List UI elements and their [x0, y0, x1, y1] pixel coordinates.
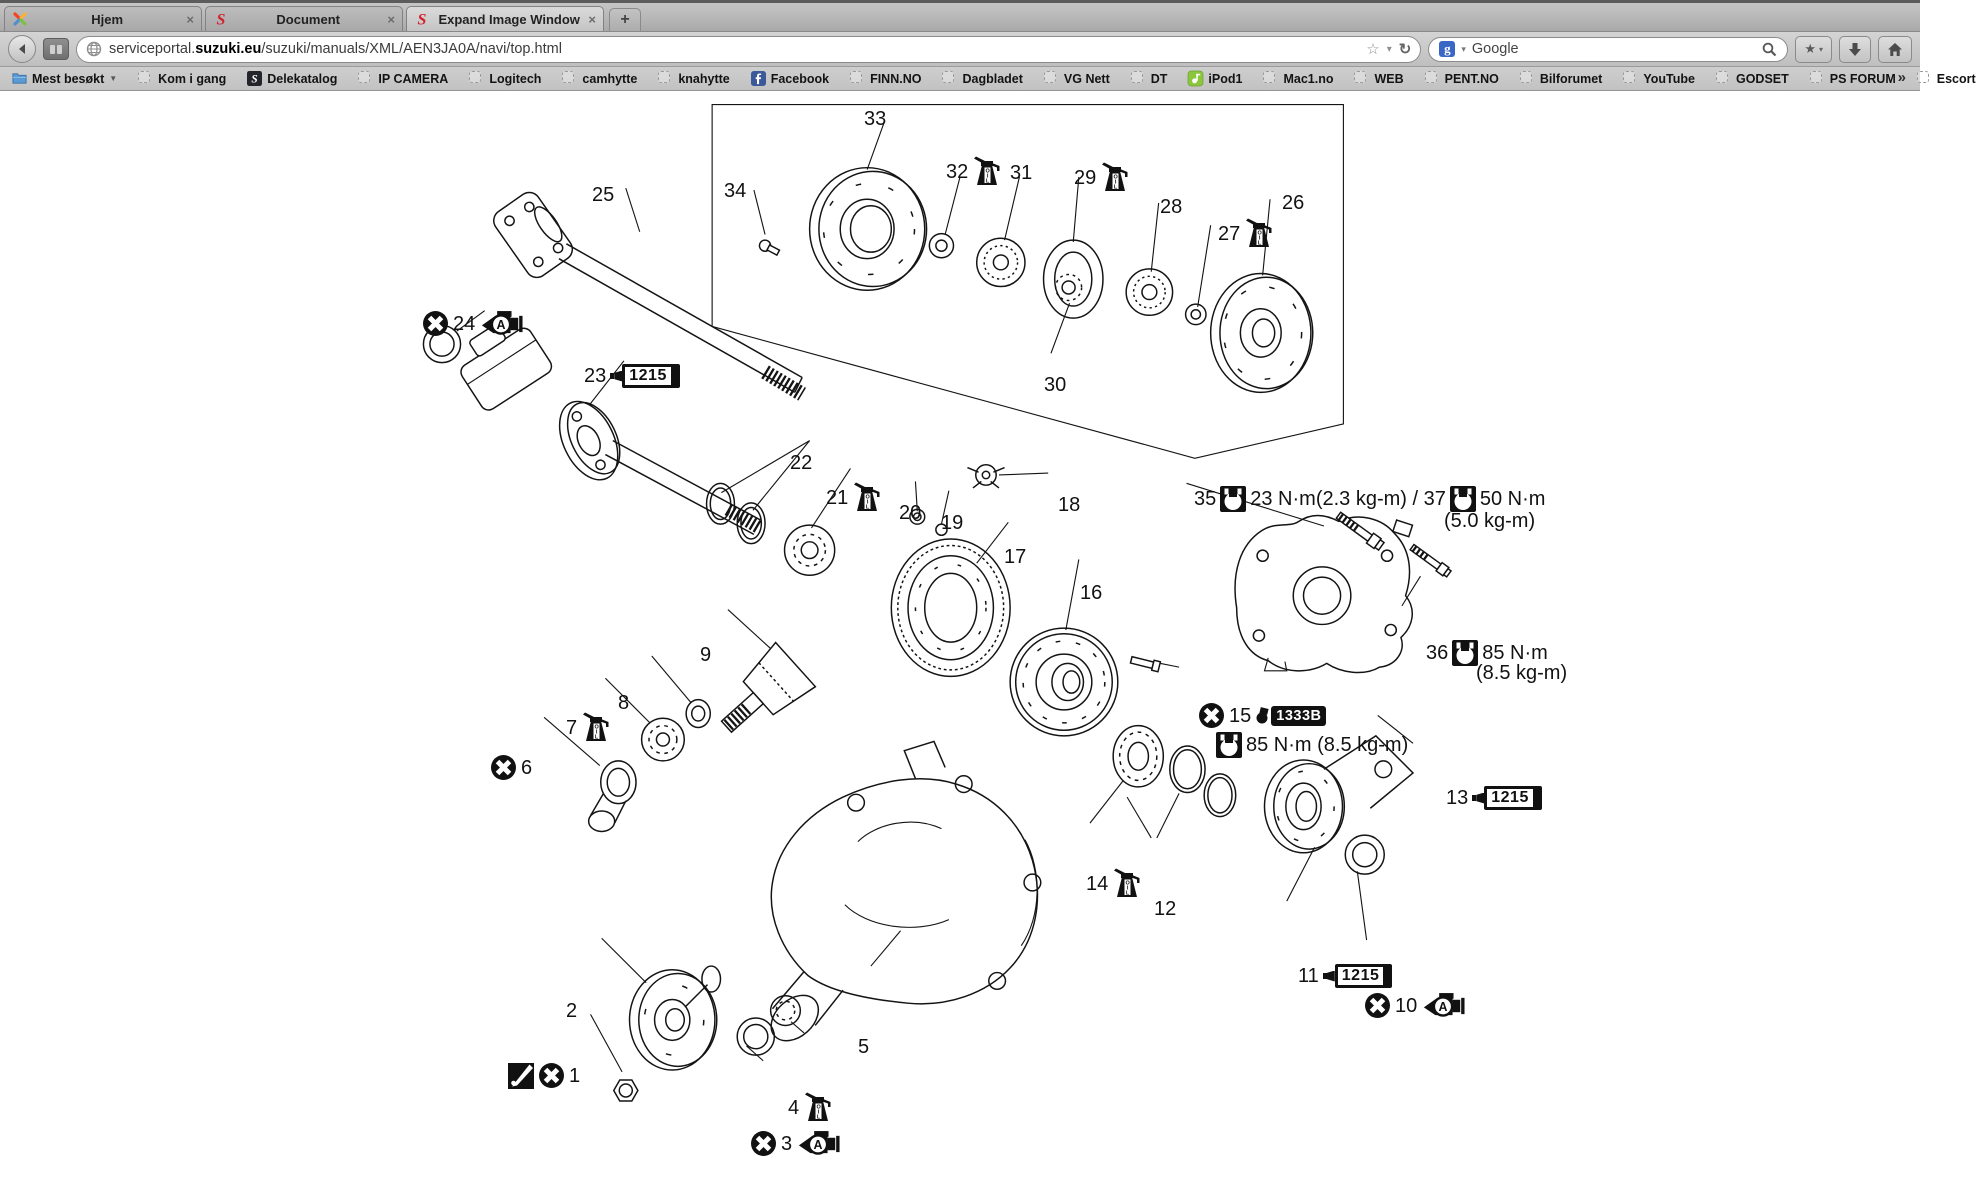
annotation-text: 13: [1446, 787, 1469, 809]
part-annotation: [508, 1062, 580, 1089]
home-button[interactable]: [1878, 36, 1912, 63]
no-reuse-icon: [750, 1130, 777, 1157]
tube1215-icon: 1215: [610, 364, 680, 388]
part-annotation: [788, 1092, 833, 1123]
search-placeholder: Google: [1471, 41, 1519, 57]
bookmark-label: VG Nett: [1063, 71, 1110, 86]
part-annotation: [592, 184, 614, 206]
annotation-text: 26: [1282, 192, 1305, 214]
reload-icon[interactable]: ↻: [1398, 40, 1412, 58]
annotation-text: (5.0 kg-m): [1444, 510, 1536, 532]
annotation-text: 30: [1044, 374, 1067, 396]
annotation-text: 50 N·m: [1479, 488, 1546, 510]
grease-a-icon: [479, 310, 523, 337]
part-annotation: [946, 156, 1002, 187]
oil-icon: [972, 156, 1002, 187]
bookmark-knahytte[interactable]: [658, 71, 729, 86]
annotation-text: 19: [941, 512, 964, 534]
svg-text:A: A: [1438, 1000, 1448, 1015]
tab-bar: [0, 3, 1920, 32]
bookmark-camhytte[interactable]: [562, 71, 637, 86]
default-icon: [1131, 71, 1146, 86]
bookmark-label: PENT.NO: [1444, 71, 1499, 86]
part-annotation: [1058, 494, 1080, 516]
url-field[interactable]: [76, 36, 1421, 63]
part-annotation: [1004, 546, 1026, 568]
part-annotation: [1074, 162, 1130, 193]
svg-text:O: O: [816, 1104, 821, 1111]
bookmark-label: Delekatalog: [267, 71, 338, 86]
tab-label: Document: [276, 11, 340, 27]
bookmark-ipod1[interactable]: [1188, 71, 1242, 86]
svg-text:O: O: [594, 724, 599, 731]
suzuki-dark-icon: [247, 71, 262, 86]
part-annotation: [422, 310, 523, 337]
bookmark-label: knahytte: [678, 71, 730, 86]
tab-hjem[interactable]: [4, 6, 202, 31]
no-reuse-icon: [1198, 702, 1225, 729]
facebook-icon: [751, 71, 766, 86]
wrench-icon: [1220, 486, 1246, 512]
navigation-bar: [0, 32, 1920, 67]
no-reuse-icon: [422, 310, 449, 337]
part-annotation: [566, 712, 611, 743]
tab-label: Expand Image Window: [438, 11, 580, 27]
default-icon: [138, 71, 153, 86]
close-tab-icon[interactable]: ×: [186, 11, 194, 27]
annotation-text: 7: [566, 716, 578, 739]
annotation-text: 85 N·m: [1482, 642, 1548, 664]
tab-label: Hjem: [91, 11, 124, 27]
svg-text:L: L: [1258, 240, 1262, 247]
part-annotation: [1198, 702, 1326, 729]
part-annotation: [1154, 898, 1176, 920]
bookmark-label: Bilforumet: [1539, 71, 1603, 86]
bookmarks-menu-button[interactable]: [1795, 36, 1832, 63]
url-dropdown-icon[interactable]: ▾: [1386, 43, 1392, 55]
part-annotation: [899, 502, 921, 524]
part-annotation: [1194, 486, 1545, 512]
default-icon: [1917, 71, 1932, 86]
annotation-text: 5: [858, 1036, 870, 1058]
part-annotation: [1218, 218, 1274, 249]
part-annotation: [1080, 582, 1102, 604]
bookmark-label: Mac1.no: [1283, 71, 1334, 86]
part-annotation: [750, 1130, 840, 1157]
svg-text:L: L: [986, 178, 990, 185]
downloads-button[interactable]: [1839, 36, 1871, 63]
back-arrow-icon: [16, 43, 28, 55]
bookmark-label: iPod1: [1208, 71, 1243, 86]
bookmark-label: Mest besøkt: [32, 71, 105, 86]
default-icon: [469, 71, 484, 86]
part-annotation: [700, 644, 711, 666]
bookmark-web[interactable]: [1354, 71, 1403, 86]
annotation-text: 23 N·m(2.3 kg-m) / 37: [1250, 488, 1446, 510]
bookmark-label: Escort: [1936, 71, 1976, 86]
tube1333-icon: 1333B: [1255, 706, 1326, 726]
annotation-text: 8: [618, 692, 630, 714]
annotation-text: 16: [1080, 582, 1103, 604]
svg-text:O: O: [1113, 174, 1118, 181]
suzuki-favicon: [213, 11, 229, 27]
annotation-text: 28: [1160, 196, 1183, 218]
google-favicon: g: [1439, 41, 1455, 57]
bookmark-mest-bes-kt[interactable]: [12, 71, 117, 86]
wrench-icon: [1452, 640, 1478, 666]
annotation-text: 10: [1395, 994, 1418, 1017]
tab-expand-image-window[interactable]: [406, 6, 604, 31]
bookmark-facebook[interactable]: [751, 71, 829, 86]
svg-text:L: L: [1126, 890, 1130, 897]
annotation-text: 2: [566, 1000, 578, 1022]
bookmark-label: GODSET: [1735, 71, 1789, 86]
bookmark-label: DT: [1150, 71, 1168, 86]
annotation-text: 22: [790, 452, 813, 474]
annotation-text: 18: [1058, 494, 1081, 516]
annotation-text: 36: [1426, 642, 1449, 664]
part-annotation: [1160, 196, 1182, 218]
svg-text:A: A: [496, 318, 506, 333]
url-text: serviceportal.suzuki.eu/suzuki/manuals/XML/AEN3JA0A/navi/top.html: [109, 41, 562, 57]
chevron-down-icon: ▼: [109, 74, 118, 83]
svg-text:S: S: [417, 11, 427, 29]
bookmark-label: FINN.NO: [870, 71, 922, 86]
browser-chrome: [0, 0, 1976, 91]
wrench-icon: [1450, 486, 1476, 512]
oil-icon: [1112, 868, 1142, 899]
default-icon: [1716, 71, 1731, 86]
oil-icon: [1100, 162, 1130, 193]
bookmarks-menu-dropdown-icon: ▾: [1818, 44, 1823, 54]
annotation-text: 6: [521, 756, 533, 779]
folder-icon: [12, 71, 27, 86]
part-annotation: [1444, 510, 1535, 532]
tube1215-icon: 1215: [1323, 964, 1393, 988]
annotation-text: 15: [1229, 704, 1252, 727]
bookmark-mac1-no[interactable]: [1263, 71, 1333, 86]
svg-text:I: I: [817, 1109, 820, 1116]
bookmark-ps-forum[interactable]: [1810, 71, 1896, 86]
bookmark-label: YouTube: [1643, 71, 1695, 86]
search-icon[interactable]: [1762, 42, 1777, 57]
no-reuse-icon: [538, 1062, 565, 1089]
part-annotation: [941, 512, 963, 534]
no-reuse-icon: [490, 754, 517, 781]
oil-icon: [581, 712, 611, 743]
bookmarks-star-icon: ★: [1804, 41, 1816, 56]
annotation-text: 4: [788, 1096, 800, 1119]
default-icon: [1425, 71, 1440, 86]
part-annotation: [790, 452, 812, 474]
svg-text:I: I: [987, 173, 989, 180]
default-icon: [658, 71, 673, 86]
tube1215-icon: 1215: [1472, 786, 1542, 810]
annotation-text: 31: [1010, 162, 1033, 184]
default-icon: [1623, 71, 1638, 86]
joomla-favicon: [12, 11, 28, 27]
part-annotation: [584, 364, 680, 388]
part-annotation: [1476, 662, 1567, 684]
bookmark-label: PS FORUM: [1829, 71, 1896, 86]
bookmark-kom-i-gang[interactable]: [138, 71, 226, 86]
bookmark-dagbladet[interactable]: [942, 71, 1022, 86]
bookmark-finn-no[interactable]: [850, 71, 921, 86]
bookmark-label: Facebook: [770, 71, 830, 86]
bookmark-youtube[interactable]: [1623, 71, 1695, 86]
bookmark-label: WEB: [1374, 71, 1404, 86]
grease-a-icon: [796, 1130, 840, 1157]
part-annotation: [864, 108, 886, 130]
grease-a-icon: [1421, 992, 1465, 1019]
bookmark-vg-nett[interactable]: [1044, 71, 1110, 86]
annotation-text: 3: [781, 1132, 793, 1155]
bookmark-label: Logitech: [489, 71, 542, 86]
bookmark-label: Dagbladet: [962, 71, 1023, 86]
no-reuse-icon: [1364, 992, 1391, 1019]
svg-text:L: L: [866, 504, 870, 511]
part-annotation: [1216, 732, 1408, 758]
svg-text:L: L: [595, 734, 599, 741]
bookmark-godset[interactable]: [1716, 71, 1789, 86]
svg-text:I: I: [595, 729, 598, 736]
oil-icon: [1244, 218, 1274, 249]
svg-text:O: O: [985, 168, 990, 175]
annotation-text: 21: [826, 486, 849, 509]
default-icon: [1044, 71, 1059, 86]
annotation-text: 25: [592, 184, 615, 206]
annotation-text: 11: [1298, 965, 1319, 987]
default-icon: [850, 71, 865, 86]
part-annotation: [724, 180, 746, 202]
annotation-text: 12: [1154, 898, 1177, 920]
annotation-text: 33: [864, 108, 887, 130]
close-tab-icon[interactable]: ×: [387, 11, 395, 27]
default-icon: [1520, 71, 1535, 86]
svg-text:L: L: [1114, 184, 1118, 191]
svg-text:S: S: [216, 11, 226, 29]
annotation-text: 24: [453, 312, 476, 335]
annotation-text: 1: [569, 1064, 581, 1087]
default-icon: [1810, 71, 1825, 86]
part-annotation: [1086, 868, 1142, 899]
annotation-text: 20: [899, 502, 922, 524]
close-tab-icon[interactable]: ×: [588, 11, 596, 27]
svg-text:L: L: [817, 1114, 821, 1121]
bookmark-ip-camera[interactable]: [358, 71, 448, 86]
part-annotation: [490, 754, 532, 781]
annotation-text: 14: [1086, 872, 1109, 895]
search-engine-dropdown-icon[interactable]: ▾: [1461, 43, 1466, 54]
oil-icon: [803, 1092, 833, 1123]
bookmark-label: Kom i gang: [158, 71, 227, 86]
wrench-icon: [1216, 732, 1242, 758]
part-annotation: [1282, 192, 1304, 214]
default-icon: [358, 71, 373, 86]
suzuki-favicon: [414, 11, 430, 27]
annotation-text: 27: [1218, 222, 1241, 245]
part-annotation: [1298, 964, 1392, 988]
default-icon: [1354, 71, 1369, 86]
part-annotation: [858, 1036, 869, 1058]
new-tab-button[interactable]: +: [609, 8, 641, 31]
part-annotation: [1364, 992, 1465, 1019]
svg-text:I: I: [1259, 235, 1261, 242]
annotation-text: (8.5 kg-m): [1476, 662, 1568, 684]
part-annotation: [1044, 374, 1066, 396]
annotation-text: 32: [946, 160, 969, 183]
part-annotation: [826, 482, 882, 513]
part-annotation: [1446, 786, 1542, 810]
part-annotation: [1010, 162, 1032, 184]
svg-text:I: I: [1127, 885, 1129, 892]
annotation-text: 85 N·m (8.5 kg-m): [1246, 734, 1409, 756]
svg-text:S: S: [251, 73, 258, 86]
download-icon: [1848, 42, 1862, 57]
svg-text:A: A: [813, 1138, 823, 1153]
oil-icon: [852, 482, 882, 513]
part-annotation: [566, 1000, 577, 1022]
bookmark-label: camhytte: [582, 71, 638, 86]
bookmark-star-icon[interactable]: ☆: [1366, 40, 1380, 58]
bookmark-bilforumet[interactable]: [1520, 71, 1603, 86]
bookmark-label: IP CAMERA: [378, 71, 449, 86]
svg-text:O: O: [1125, 880, 1130, 887]
bookmark-pent-no[interactable]: [1425, 71, 1499, 86]
bookmarks-bar: [0, 67, 1976, 91]
svg-text:O: O: [865, 494, 870, 501]
default-icon: [942, 71, 957, 86]
tab-strip: [4, 6, 607, 31]
annotation-text: 29: [1074, 166, 1097, 189]
annotation-layer: [0, 86, 1920, 1200]
svg-text:I: I: [1115, 179, 1117, 186]
caulk-icon: [508, 1063, 534, 1089]
bookmarks-overflow-chevron[interactable]: »: [1897, 69, 1906, 86]
annotation-text: 17: [1004, 546, 1027, 568]
tab-document[interactable]: [205, 6, 403, 31]
default-icon: [562, 71, 577, 86]
annotation-text: 35: [1194, 488, 1217, 510]
ipod-green-icon: [1188, 71, 1203, 86]
search-field[interactable]: [1428, 37, 1788, 62]
globe-icon: [86, 41, 102, 57]
svg-text:O: O: [1257, 230, 1262, 237]
page-content: [0, 86, 1920, 1200]
annotation-text: 23: [584, 365, 607, 387]
annotation-text: 9: [700, 644, 712, 666]
bookmark-logitech[interactable]: [469, 71, 541, 86]
home-icon: [1887, 42, 1903, 57]
back-button[interactable]: [8, 35, 36, 63]
default-icon: [1263, 71, 1278, 86]
annotation-text: 34: [724, 180, 747, 202]
recent-pages-button[interactable]: [43, 38, 69, 60]
part-annotation: [618, 692, 629, 714]
bookmark-escort[interactable]: [1917, 71, 1976, 86]
bookmark-dt[interactable]: [1131, 71, 1168, 86]
bookmark-delekatalog[interactable]: [247, 71, 337, 86]
svg-text:I: I: [867, 499, 869, 506]
